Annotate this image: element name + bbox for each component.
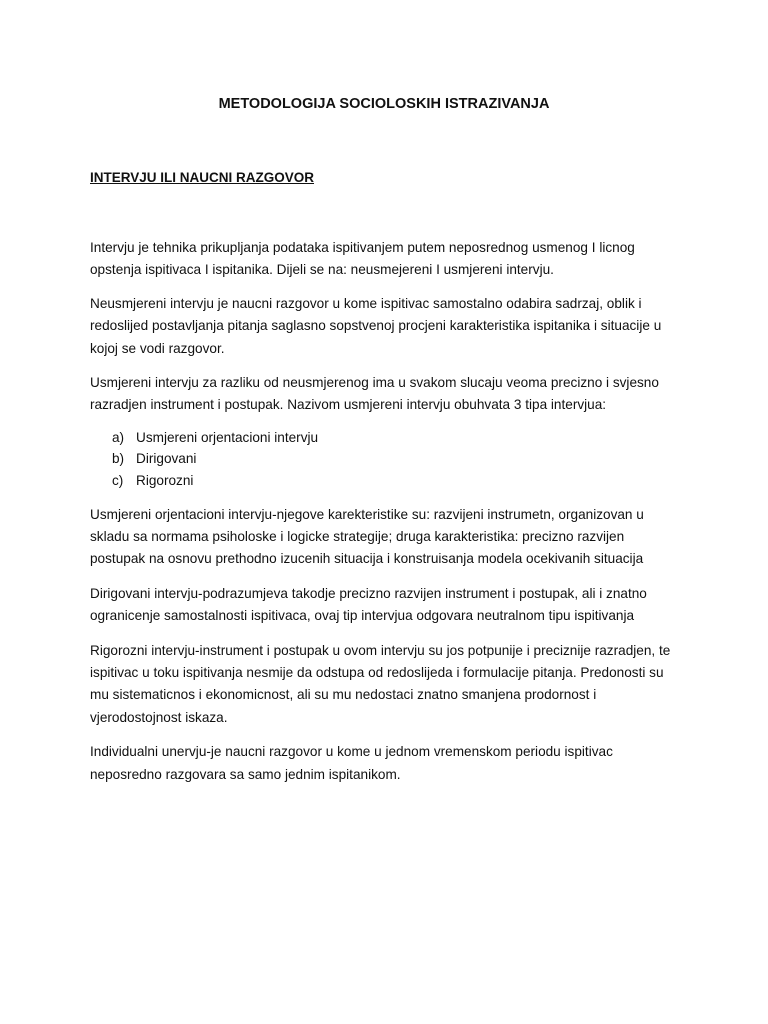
list-marker: c) xyxy=(112,473,124,489)
list-item xyxy=(90,427,678,449)
interview-types-list xyxy=(90,427,678,492)
document-body xyxy=(90,237,678,786)
paragraph-orjentacioni-intervju: Usmjereni orjentacioni intervju-njegove karekteristike su: razvijeni instrumetn, organizovan u skladu sa normama psiholoske i logicke strategije; druga karakteristika: precizno razvijen postupak na osnovu prethodno izucenih situacija i konstruisanja modela ocekivanih situacija xyxy=(90,506,644,567)
paragraph-intervju-definition: Intervju je tehnika prikupljanja podataka ispitivanjem putem neposrednog usmenog I licnog opstenja ispitivaca I ispitanika. Dijeli se na: neusmejereni I usmjereni intervju. xyxy=(90,240,635,278)
list-marker: b) xyxy=(112,451,125,467)
paragraph-dirigovani-intervju: Dirigovani intervju-podrazumjeva takodje precizno razvijen instrument i postupak, ali i znatno ogranicenje samostalnosti ispitivaca, ovaj tip intervjua odgovara neutralnom tipu ispitivanja xyxy=(90,585,647,624)
paragraph-usmjereni-intervju: Usmjereni intervju za razliku od neusmjerenog ima u svakom slucaju veoma precizno i svjesno razradjen instrument i postupak. Nazivom usmjereni intervju obuhvata 3 tipa intervjua: xyxy=(90,375,659,413)
list-item xyxy=(90,448,678,470)
list-item-text: Usmjereni orjentacioni intervju xyxy=(136,429,319,445)
list-item xyxy=(90,470,678,492)
list-marker: a) xyxy=(112,429,125,445)
list-item-text: Dirigovani xyxy=(136,451,197,467)
document-title: METODOLOGIJA SOCIOLOSKIH ISTRAZIVANJA xyxy=(218,96,550,112)
paragraph-individualni-intervju: Individualni unervju-je naucni razgovor u kome u jednom vremenskom periodu ispitivac neposredno razgovara sa samo jednim ispitanikom. xyxy=(90,744,613,782)
section-heading: INTERVJU ILI NAUCNI RAZGOVOR xyxy=(90,170,315,185)
paragraph-rigorozni-intervju: Rigorozni intervju-instrument i postupak u ovom intervju su jos potpunije i preciznije razradjen, te ispitivac u toku ispitivanja nesmije da odstupa od redoslijeda i formulacije pitanja. Predonosti su mu sistematicnos i ekonomicnost, ali su mu nedostaci znatno smanjena prodornost i vjerodostojnost iskaza. xyxy=(90,642,671,725)
paragraph-neusmjereni-intervju: Neusmjereni intervju je naucni razgovor u kome ispitivac samostalno odabira sadrzaj, oblik i redoslijed postavljanja pitanja saglasno sopstvenoj procjeni karakteristika ispitanika i situacije u kojoj se vodi razgovor. xyxy=(90,295,662,356)
list-item-text: Rigorozni xyxy=(136,473,194,489)
